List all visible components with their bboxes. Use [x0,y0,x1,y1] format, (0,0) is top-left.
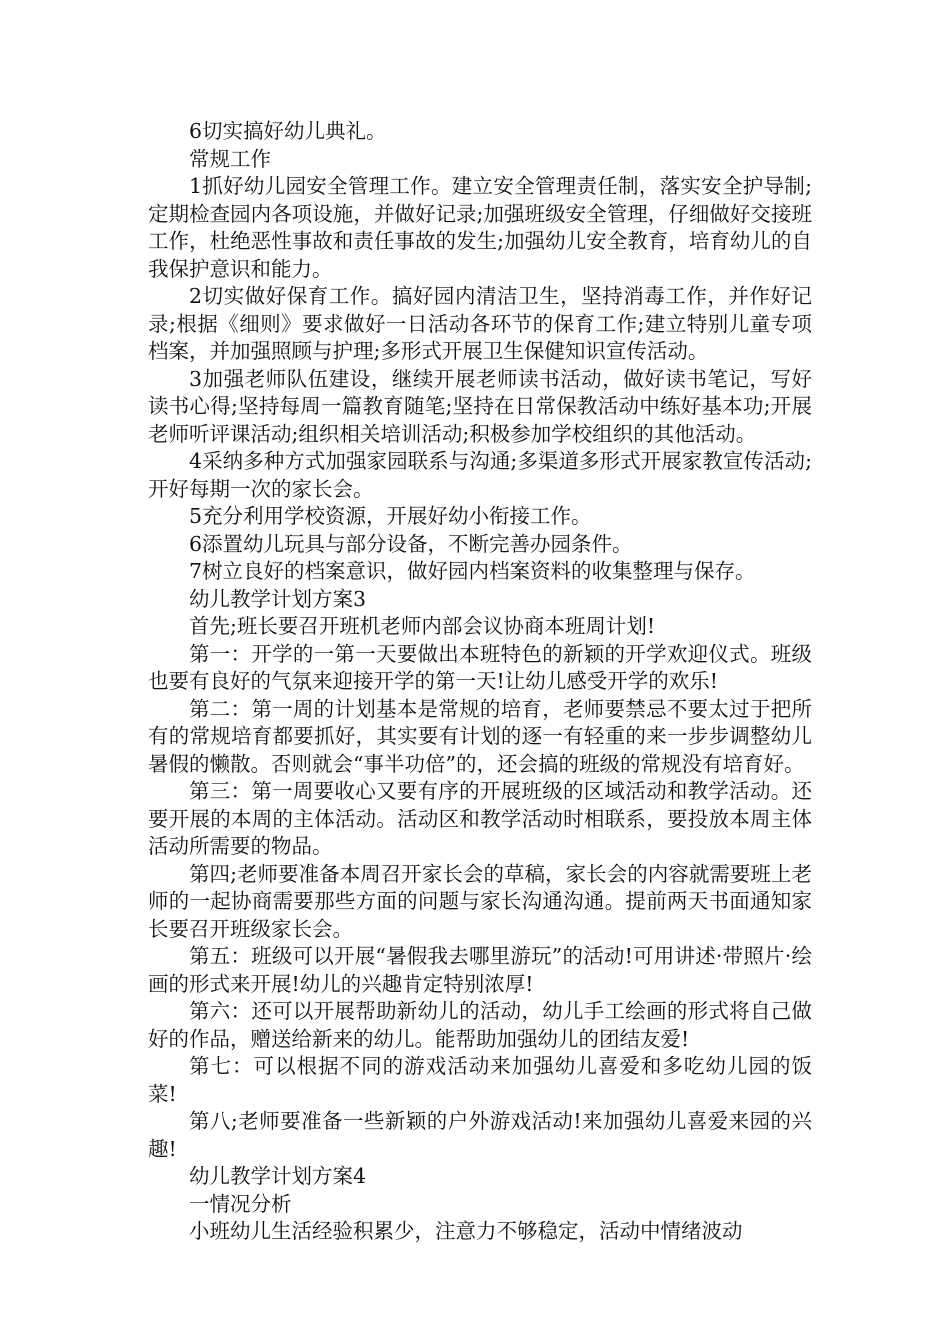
document-page [148,118,812,1246]
paragraph: 第五：班级可以开展“暑假我去哪里游玩”的活动!可用讲述·带照片·绘画的形式来开展!幼儿的兴趣肯定特别浓厚! [148,944,812,996]
paragraph: 1抓好幼儿园安全管理工作。建立安全管理责任制，落实安全护导制;定期检查园内各项设施，并做好记录;加强班级安全管理，仔细做好交接班工作，杜绝恶性事故和责任事故的发生;加强幼儿安全教育，培育幼儿的自我保护意识和能力。 [148,174,812,281]
section-heading: 幼儿教学计划方案4 [189,1164,367,1188]
paragraph: 2切实做好保育工作。搞好园内清洁卫生，坚持消毒工作，并作好记录;根据《细则》要求做好一日活动各环节的保育工作;建立特别儿童专项档案，并加强照顾与护理;多形式开展卫生保健知识宣传活动。 [148,284,812,363]
section-heading: 幼儿教学计划方案3 [189,586,367,611]
paragraph: 7树立良好的档案意识，做好园内档案资料的收集整理与保存。 [189,559,756,583]
paragraph: 第六：还可以开展帮助新幼儿的活动，幼儿手工绘画的形式将自己做好的作品，赠送给新来的幼儿。能帮助加强幼儿的团结友爱! [148,999,812,1051]
paragraph: 第七：可以根据不同的游戏活动来加强幼儿喜爱和多吃幼儿园的饭菜! [148,1054,812,1106]
paragraph: 4采纳多种方式加强家园联系与沟通;多渠道多形式开展家教宣传活动;开好每期一次的家长会。 [148,449,812,501]
paragraph: 第四;老师要准备本周召开家长会的草稿，家长会的内容就需要班上老师的一起协商需要那些方面的问题与家长沟通沟通。提前两天书面通知家长要召开班级家长会。 [148,861,812,941]
paragraph: 第八;老师要准备一些新颖的户外游戏活动!来加强幼儿喜爱来园的兴趣! [148,1109,812,1161]
paragraph: 6添置幼儿玩具与部分设备，不断完善办园条件。 [189,531,633,556]
paragraph: 第一：开学的一第一天要做出本班特色的新颖的开学欢迎仪式。班级也要有良好的气氛来迎接开学的第一天!让幼儿感受开学的欢乐! [148,641,812,693]
paragraph: 6切实搞好幼儿典礼。 [189,119,387,143]
paragraph: 首先;班长要召开班机老师内部会议协商本班周计划! [189,614,656,638]
paragraph: 3加强老师队伍建设，继续开展老师读书活动，做好读书笔记，写好读书心得;坚持每周一篇教育随笔;坚持在日常保教活动中练好基本功;开展老师听评课活动;组织相关培训活动;积极参加学校组织的其他活动。 [148,366,812,446]
paragraph: 5充分利用学校资源，开展好幼小衔接工作。 [189,504,592,528]
section-heading: 常规工作 [189,146,271,171]
paragraph: 第三：第一周要收心又要有序的开展班级的区域活动和教学活动。还要开展的本周的主体活动。活动区和教学活动时相联系，要投放本周主体活动所需要的物品。 [148,779,812,858]
paragraph: 第二：第一周的计划基本是常规的培育，老师要禁忌不要太过于把所有的常规培育都要抓好，其实要有计划的逐一有轻重的来一步步调整幼儿暑假的懒散。否则就会“事半功倍”的，还会搞的班级的常规没有培育好。 [148,696,812,776]
paragraph: 小班幼儿生活经验积累少，注意力不够稳定，活动中情绪波动 [189,1219,743,1243]
section-heading: 一情况分析 [189,1191,292,1216]
